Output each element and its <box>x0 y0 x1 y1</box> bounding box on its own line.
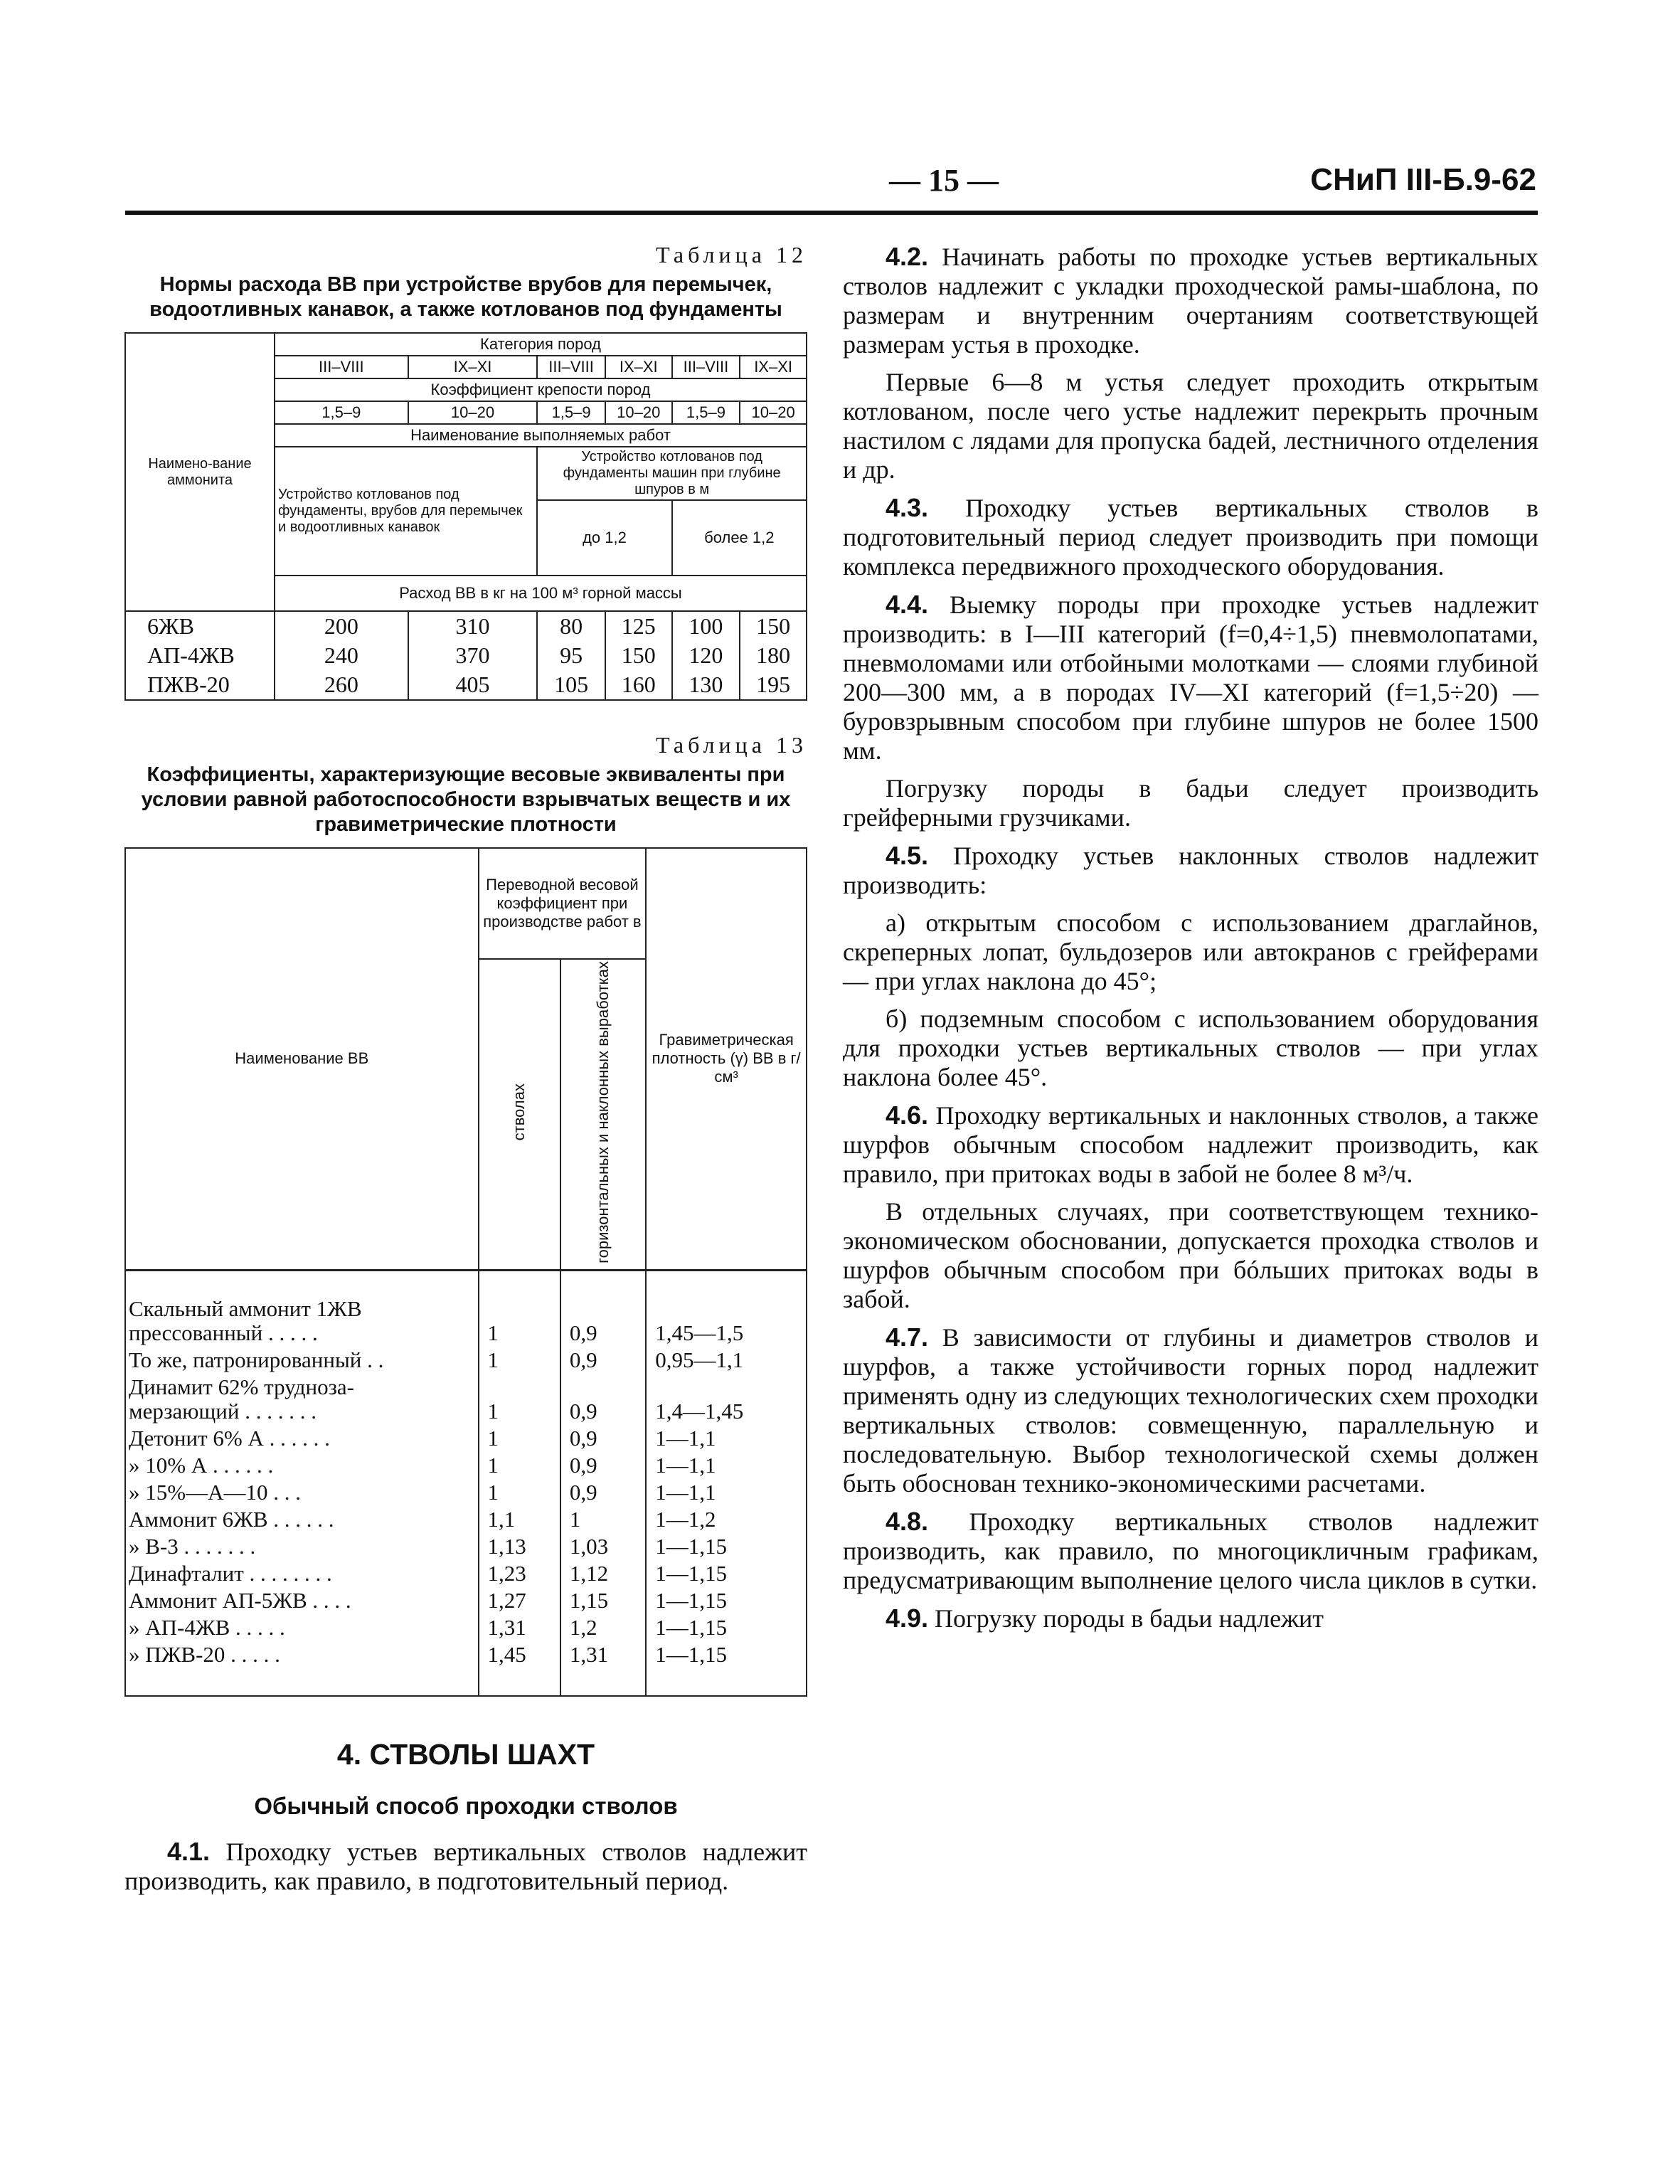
t12-depth1: до 1,2 <box>537 500 671 576</box>
right-column <box>843 242 1538 1642</box>
t13-cell: 1,27 <box>479 1587 560 1614</box>
t13-row-name: То же, патронированный . . <box>125 1347 479 1374</box>
page-number: — 15 — <box>889 163 999 198</box>
table-row <box>125 1560 807 1587</box>
t13-cell: 1—1,15 <box>646 1587 807 1614</box>
paragraph: Погрузку породы в бадьи следует производить грейферными грузчиками. <box>843 774 1538 832</box>
t13-cell: 1,45 <box>479 1641 560 1696</box>
paragraph-4-6: 4.6. Проходку вертикальных и наклонных стволов, а также шурфов обычным способом надлежит производить, как правило, при притоках воды в забой не более 8 м³/ч. <box>843 1101 1538 1188</box>
table-row <box>125 1533 807 1560</box>
t13-row-name: Аммонит 6ЖВ . . . . . . <box>125 1506 479 1533</box>
table13 <box>124 847 807 1697</box>
t12-coef: 10–20 <box>740 401 807 424</box>
page-header <box>128 162 1536 205</box>
t13-cell: 1,31 <box>560 1641 646 1696</box>
t12-coef-header: Коэффициент крепости пород <box>275 378 807 401</box>
table-row <box>125 1452 807 1479</box>
t12-cell: 150 <box>605 641 672 670</box>
t12-cell: 95 <box>537 641 605 670</box>
t12-cell: 310 <box>408 611 538 641</box>
t13-cell: 1 <box>479 1479 560 1506</box>
table-row <box>125 1587 807 1614</box>
t13-cell: 1,31 <box>479 1614 560 1641</box>
t12-cell: 105 <box>537 670 605 700</box>
t12-depth2: более 1,2 <box>672 500 807 576</box>
paragraph: а) открытым способом с использованием драглайнов, скреперных лопат, бульдозеров или автокранов с грейферами — при углах наклона до 45°; <box>843 908 1538 995</box>
t13-cell: 0,9 <box>560 1270 646 1347</box>
t13-cell: 0,9 <box>560 1452 646 1479</box>
t13-cell: 1—1,1 <box>646 1425 807 1452</box>
t12-category: IX–XI <box>605 356 672 378</box>
t12-cell: 405 <box>408 670 538 700</box>
table-row <box>125 1374 807 1425</box>
t13-cell: 1,2 <box>560 1614 646 1641</box>
t12-cell: 100 <box>672 611 740 641</box>
t12-category: III–VIII <box>275 356 408 378</box>
table-row <box>125 641 807 670</box>
left-column <box>124 242 807 1904</box>
table12-title: Нормы расхода ВВ при устройстве врубов для перемычек, водоотливных канавок, а также котлованов под фундаменты <box>149 273 782 321</box>
t12-consumption-header: Расход ВВ в кг на 100 м³ горной массы <box>275 576 807 611</box>
t12-category: III–VIII <box>672 356 740 378</box>
t13-row-name: » ПЖВ-20 . . . . . <box>125 1641 479 1696</box>
table-row <box>125 611 807 641</box>
t12-name-header: Наимено-вание аммонита <box>125 333 275 611</box>
t12-work1: Устройство котлованов под фундаменты, врубов для перемычек и водоотливных канавок <box>275 447 537 576</box>
t12-cell: 180 <box>740 641 807 670</box>
paragraph: Первые 6—8 м устья следует проходить открытым котлованом, после чего устье надлежит перекрыть прочным настилом с лядами для пропуска бадей, лестничного отделения и др. <box>843 368 1538 484</box>
t12-category-header: Категория пород <box>275 333 807 356</box>
table13-caption: Таблица 13 <box>656 732 807 758</box>
table-row <box>125 1641 807 1696</box>
t12-works-header: Наименование выполняемых работ <box>275 424 807 447</box>
table-row <box>125 1479 807 1506</box>
t12-category: IX–XI <box>740 356 807 378</box>
t12-cell: 160 <box>605 670 672 700</box>
table-row <box>125 1425 807 1452</box>
t13-cell: 1—1,1 <box>646 1452 807 1479</box>
t12-cell: 130 <box>672 670 740 700</box>
t12-cell: 80 <box>537 611 605 641</box>
t13-cell: 1 <box>479 1425 560 1452</box>
section-title: 4. СТВОЛЫ ШАХТ <box>336 1737 595 1771</box>
t12-cell: 120 <box>672 641 740 670</box>
t13-cell: 1,23 <box>479 1560 560 1587</box>
paragraph-4-5: 4.5. Проходку устьев наклонных стволов надлежит производить: <box>843 841 1538 899</box>
t12-coef: 10–20 <box>408 401 538 424</box>
t12-coef: 1,5–9 <box>275 401 408 424</box>
t12-cell: 125 <box>605 611 672 641</box>
t12-coef: 1,5–9 <box>537 401 605 424</box>
paragraph-4-3: 4.3. Проходку устьев вертикальных стволов в подготовительный период следует производить при помощи комплекса передвижного проходческого оборудования. <box>843 493 1538 581</box>
t12-coef: 1,5–9 <box>672 401 740 424</box>
t13-row-name: » 10% А . . . . . . <box>125 1452 479 1479</box>
table-row <box>125 1270 807 1347</box>
paragraph-4-1: 4.1. Проходку устьев вертикальных стволов надлежит производить, как правило, в подготовительный период. <box>124 1836 807 1895</box>
t13-col-horizontal: горизонтальных и наклонных выработках <box>560 959 646 1270</box>
t13-cell: 1,4—1,45 <box>646 1374 807 1425</box>
t13-row-name: Динафталит . . . . . . . . <box>125 1560 479 1587</box>
t13-row-name: » 15%—А—10 . . . <box>125 1479 479 1506</box>
t13-row-name: Детонит 6% А . . . . . . <box>125 1425 479 1452</box>
t13-cell: 1,12 <box>560 1560 646 1587</box>
paragraph-4-2: 4.2. Начинать работы по проходке устьев вертикальных стволов надлежит с укладки проходческой рамы-шаблона, по размерам и внутренним очертаниям соответствующей размерам устья в проходке. <box>843 242 1538 359</box>
t13-col-shafts: стволах <box>479 959 560 1270</box>
t13-coef-header: Переводной весовой коэффициент при производстве работ в <box>479 848 647 959</box>
t13-cell: 1—1,15 <box>646 1560 807 1587</box>
t12-cell: 260 <box>275 670 408 700</box>
t13-cell: 1,03 <box>560 1533 646 1560</box>
paragraph: В отдельных случаях, при соответствующем технико-экономическом обосновании, допускается проходка стволов и шурфов обычным способом при бóльших притоках воды в забой. <box>843 1197 1538 1313</box>
t12-work2: Устройство котлованов под фундаменты машин при глубине шпуров в м <box>537 447 807 500</box>
t13-cell: 1—1,2 <box>646 1506 807 1533</box>
t13-row-name: Динамит 62% трудноза- мерзающий . . . . . . . <box>125 1374 479 1425</box>
table13-title: Коэффициенты, характеризующие весовые эквиваленты при условии равной работоспособности взрывчатых веществ и их гравиметрические плотности <box>141 763 791 836</box>
paragraph-4-4: 4.4. Выемку породы при проходке устьев надлежит производить: в I—III категорий (f=0,4÷1,5) пневмолопатами, пневмоломами или отбойными молотками — слоями глубиной 200—300 мм, а в породах IV—XI категорий (f=1,5÷20) — буровзрывным способом при глубине шпуров не более 1500 мм. <box>843 590 1538 765</box>
table-row <box>125 1347 807 1374</box>
t13-row-name: Аммонит АП-5ЖВ . . . . <box>125 1587 479 1614</box>
t12-row-name: АП-4ЖВ <box>125 641 275 670</box>
t13-cell: 0,9 <box>560 1479 646 1506</box>
t12-category: IX–XI <box>408 356 538 378</box>
t12-cell: 195 <box>740 670 807 700</box>
subsection-title: Обычный способ проходки стволов <box>254 1792 678 1819</box>
t13-cell: 1 <box>479 1374 560 1425</box>
t13-cell: 1,13 <box>479 1533 560 1560</box>
table12-caption: Таблица 12 <box>656 242 807 267</box>
table12 <box>124 332 807 701</box>
t12-cell: 200 <box>275 611 408 641</box>
table-row <box>125 1506 807 1533</box>
t13-cell: 1 <box>479 1452 560 1479</box>
t13-cell: 1—1,15 <box>646 1641 807 1696</box>
t13-name-header: Наименование ВВ <box>125 848 479 1270</box>
header-rule <box>125 211 1538 215</box>
document-code: СНиП III-Б.9-62 <box>1310 162 1536 197</box>
paragraph-4-9: 4.9. Погрузку породы в бадьи надлежит <box>886 1603 1324 1633</box>
t13-cell: 1—1,15 <box>646 1614 807 1641</box>
t12-row-name: ПЖВ-20 <box>125 670 275 700</box>
paragraph-4-8: 4.8. Проходку вертикальных стволов надлежит производить, как правило, по многоцикличным графикам, предусматривающим выполнение целого числа циклов в сутки. <box>843 1507 1538 1594</box>
t13-cell: 1—1,1 <box>646 1479 807 1506</box>
t12-cell: 150 <box>740 611 807 641</box>
t13-cell: 1,45—1,5 <box>646 1270 807 1347</box>
t12-cell: 240 <box>275 641 408 670</box>
t13-cell: 1,15 <box>560 1587 646 1614</box>
table-row <box>125 670 807 700</box>
t12-row-name: 6ЖВ <box>125 611 275 641</box>
t13-cell: 0,9 <box>560 1425 646 1452</box>
t13-cell: 0,9 <box>560 1347 646 1374</box>
t13-cell: 1 <box>479 1347 560 1374</box>
t13-row-name: » АП-4ЖВ . . . . . <box>125 1614 479 1641</box>
t13-cell: 1 <box>479 1270 560 1347</box>
t13-density-header: Гравиметрическая плотность (γ) ВВ в г/см³ <box>646 848 807 1270</box>
t13-cell: 0,95—1,1 <box>646 1347 807 1374</box>
table-row <box>125 1614 807 1641</box>
paragraph-4-7: 4.7. В зависимости от глубины и диаметров стволов и шурфов, а также устойчивости горных пород надлежит применять одну из следующих технологических схем проходки вертикальных стволов: совмещенную, параллельную и последовательную. Выбор технологической схемы должен быть обоснован технико-экономическими расчетами. <box>843 1322 1538 1497</box>
t13-cell: 0,9 <box>560 1374 646 1425</box>
t13-cell: 1—1,15 <box>646 1533 807 1560</box>
t12-cell: 370 <box>408 641 538 670</box>
t13-cell: 1 <box>560 1506 646 1533</box>
t13-row-name: » В-3 . . . . . . . <box>125 1533 479 1560</box>
t12-category: III–VIII <box>537 356 605 378</box>
t12-coef: 10–20 <box>605 401 672 424</box>
t13-cell: 1,1 <box>479 1506 560 1533</box>
paragraph: б) подземным способом с использованием оборудования для проходки устьев вертикальных стволов — при углах наклона более 45°. <box>843 1004 1538 1091</box>
t13-row-name: Скальный аммонит 1ЖВ прессованный . . . . . <box>125 1270 479 1347</box>
